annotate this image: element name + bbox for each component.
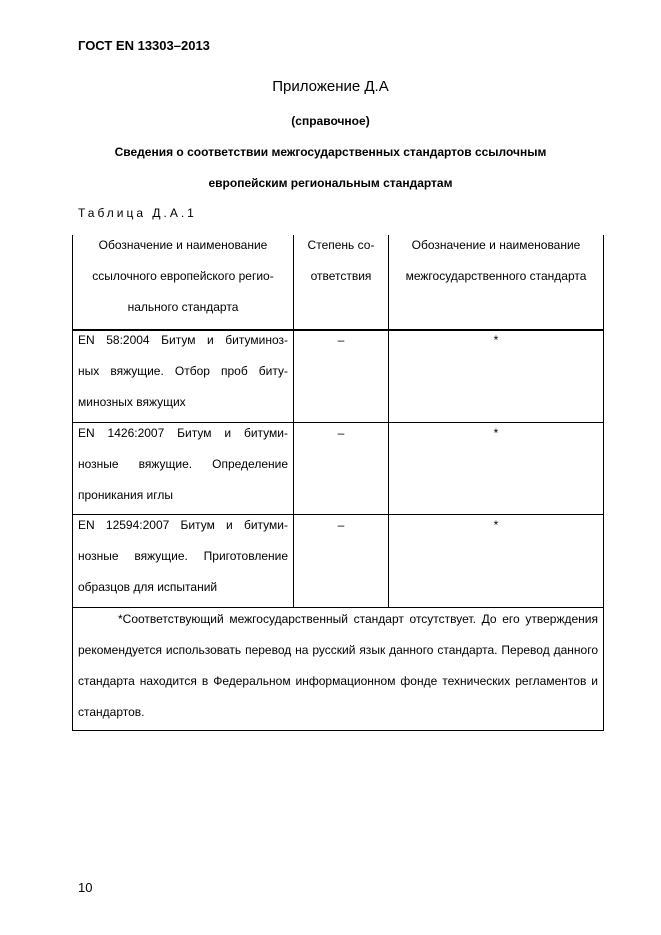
table-border-left: [72, 235, 73, 731]
table-row: EN 1426:2007 Битум и битуми- нозные вяжущие. Определение проникания иглы: [78, 426, 288, 502]
page-number: 10: [78, 880, 93, 895]
table-row: EN 58:2004 Битум и битуминоз- ных вяжущие. Отбор проб биту- минозных вяжущих: [78, 333, 288, 409]
table-border-right: [603, 235, 604, 731]
interstate-standard-cell: *: [493, 518, 499, 532]
appendix-heading-line-2: европейским региональным стандартам: [208, 176, 453, 190]
degree-cell: –: [337, 333, 345, 347]
degree-cell: –: [337, 518, 345, 532]
table-footnote: *Соответствующий межгосударственный стандарт отсутствует. До его утверждения рекомендуется использовать перевод на русский язык данного стандарта. Перевод данного стандарта находится в Федеральном информационном фонде технических регламентов и стандартов.: [78, 612, 598, 719]
interstate-standard-cell: *: [493, 426, 499, 440]
column-header-degree: Степень со- ответствия: [307, 238, 375, 283]
degree-cell: –: [337, 426, 345, 440]
table-caption: Таблица Д.А.1: [78, 206, 197, 220]
document-code: ГОСТ EN 13303–2013: [78, 38, 210, 53]
appendix-type: (справочное): [291, 114, 370, 128]
column-header-interstate-standard: Обозначение и наименование межгосударственного стандарта: [405, 238, 587, 283]
table-row: EN 12594:2007 Битум и битуми- нозные вяжущие. Приготовление образцов для испытаний: [78, 518, 288, 594]
table-border-bottom: [72, 730, 604, 731]
column-header-reference-standard: Обозначение и наименование ссылочного европейского регио- нального стандарта: [92, 238, 274, 314]
appendix-heading-line-1: Сведения о соответствии межгосударственных стандартов ссылочным: [114, 145, 547, 159]
correspondence-table: [72, 235, 604, 731]
appendix-title: Приложение Д.А: [272, 78, 389, 95]
interstate-standard-cell: *: [493, 333, 499, 347]
